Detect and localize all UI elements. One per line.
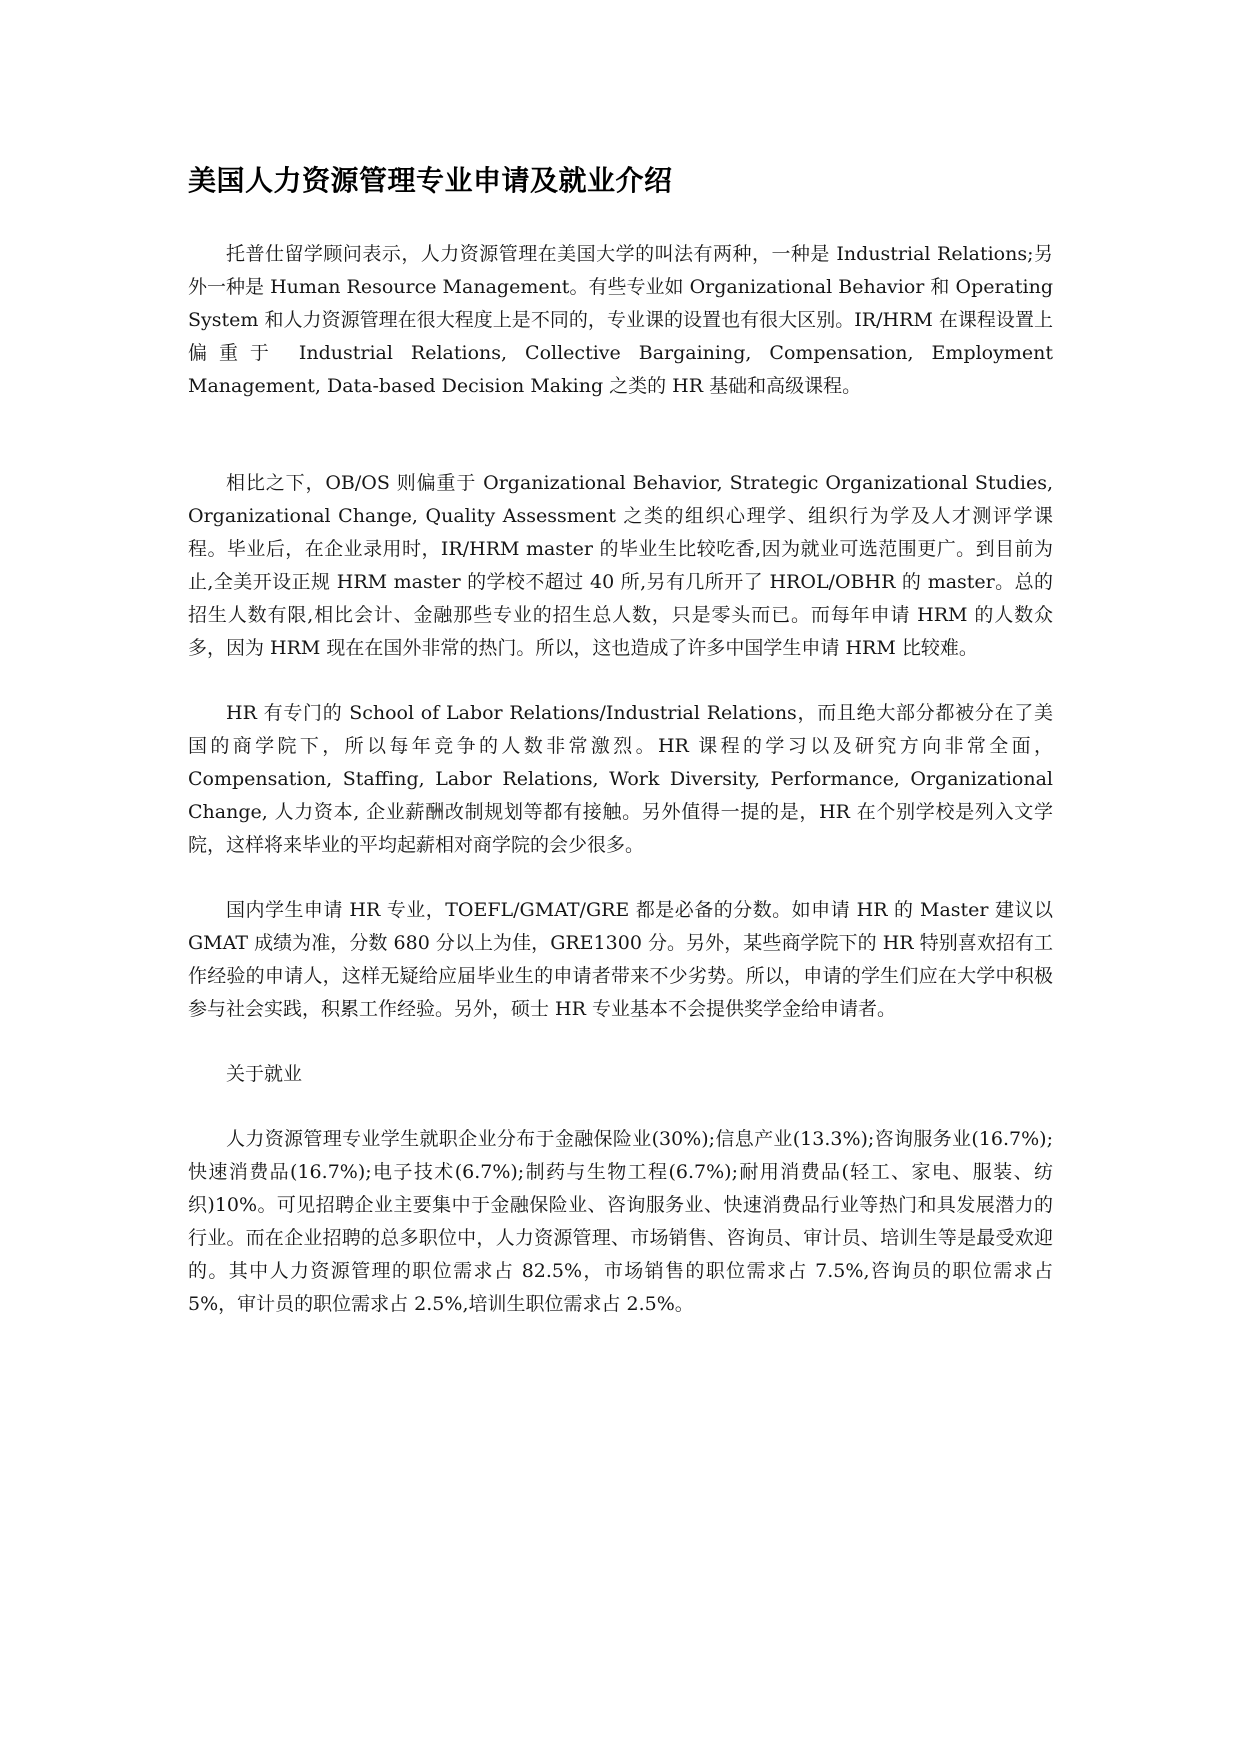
paragraph-employment: 人力资源管理专业学生就职企业分布于金融保险业(30%);信息产业(13.3%);咨询服务业(16.7%);快速消费品(16.7%);电子技术(6.7%);制药与生物工程(6.7%);耐用消费品(轻工、家电、服装、纺织)10%。可见招聘企业主要集中于金融保险业、咨询服务业、快速消费品行业等热门和具发展潜力的行业。而在企业招聘的总多职位中，人力资源管理、市场销售、咨询员、审计员、培训生等是最受欢迎的。其中人力资源管理的职位需求占 82.5%，市场销售的职位需求占 7.5%,咨询员的职位需求占 5%，审计员的职位需求占 2.5%,培训生职位需求占 2.5%。 xyxy=(188,1128,1053,1315)
document-body xyxy=(188,160,1053,1353)
paragraph-application: 国内学生申请 HR 专业，TOEFL/GMAT/GRE 都是必备的分数。如申请 HR 的 Master 建议以 GMAT 成绩为准，分数 680 分以上为佳，GRE1300 分。另外，某些商学院下的 HR 特别喜欢招有工作经验的申请人，这样无疑给应届毕业生的申请者带来不少劣势。所以，申请的学生们应在大学中积极参与社会实践，积累工作经验。另外，硕士 HR 专业基本不会提供奖学金给申请者。 xyxy=(188,899,1053,1020)
paragraph-hr-school: HR 有专门的 School of Labor Relations/Industrial Relations，而且绝大部分都被分在了美国的商学院下，所以每年竞争的人数非常激烈。HR 课程的学习以及研究方向非常全面，Compensation, Staffing, Labor Relations, Work Diversity, Performance, Organizational Change, 人力资本, 企业薪酬改制规划等都有接触。另外值得一提的是，HR 在个别学校是列入文学院，这样将来毕业的平均起薪相对商学院的会少很多。 xyxy=(188,702,1053,856)
document-title: 美国人力资源管理专业申请及就业介绍 xyxy=(188,164,673,197)
paragraph-ob-os: 相比之下，OB/OS 则偏重于 Organizational Behavior, Strategic Organizational Studies, Organizational Change, Quality Assessment 之类的组织心理学、组织行为学及人才测评学课程。毕业后，在企业录用时，IR/HRM master 的毕业生比较吃香,因为就业可选范围更广。到目前为止,全美开设正规 HRM master 的学校不超过 40 所,另有几所开了 HROL/OBHR 的 master。总的招生人数有限,相比会计、金融那些专业的招生总人数，只是零头而已。而每年申请 HRM 的人数众多，因为 HRM 现在在国外非常的热门。所以，这也造成了许多中国学生申请 HRM 比较难。 xyxy=(188,472,1053,659)
paragraph-intro: 托普仕留学顾问表示，人力资源管理在美国大学的叫法有两种，一种是 Industrial Relations;另外一种是 Human Resource Management。有些专业如 Organizational Behavior 和 Operating System 和人力资源管理在很大程度上是不同的，专业课的设置也有很大区别。IR/HRM 在课程设置上偏重于 Industrial Relations, Collective Bargaining, Compensation, Employment Management, Data-based Decision Making 之类的 HR 基础和高级课程。 xyxy=(188,243,1053,397)
section-heading-employment: 关于就业 xyxy=(226,1063,303,1085)
